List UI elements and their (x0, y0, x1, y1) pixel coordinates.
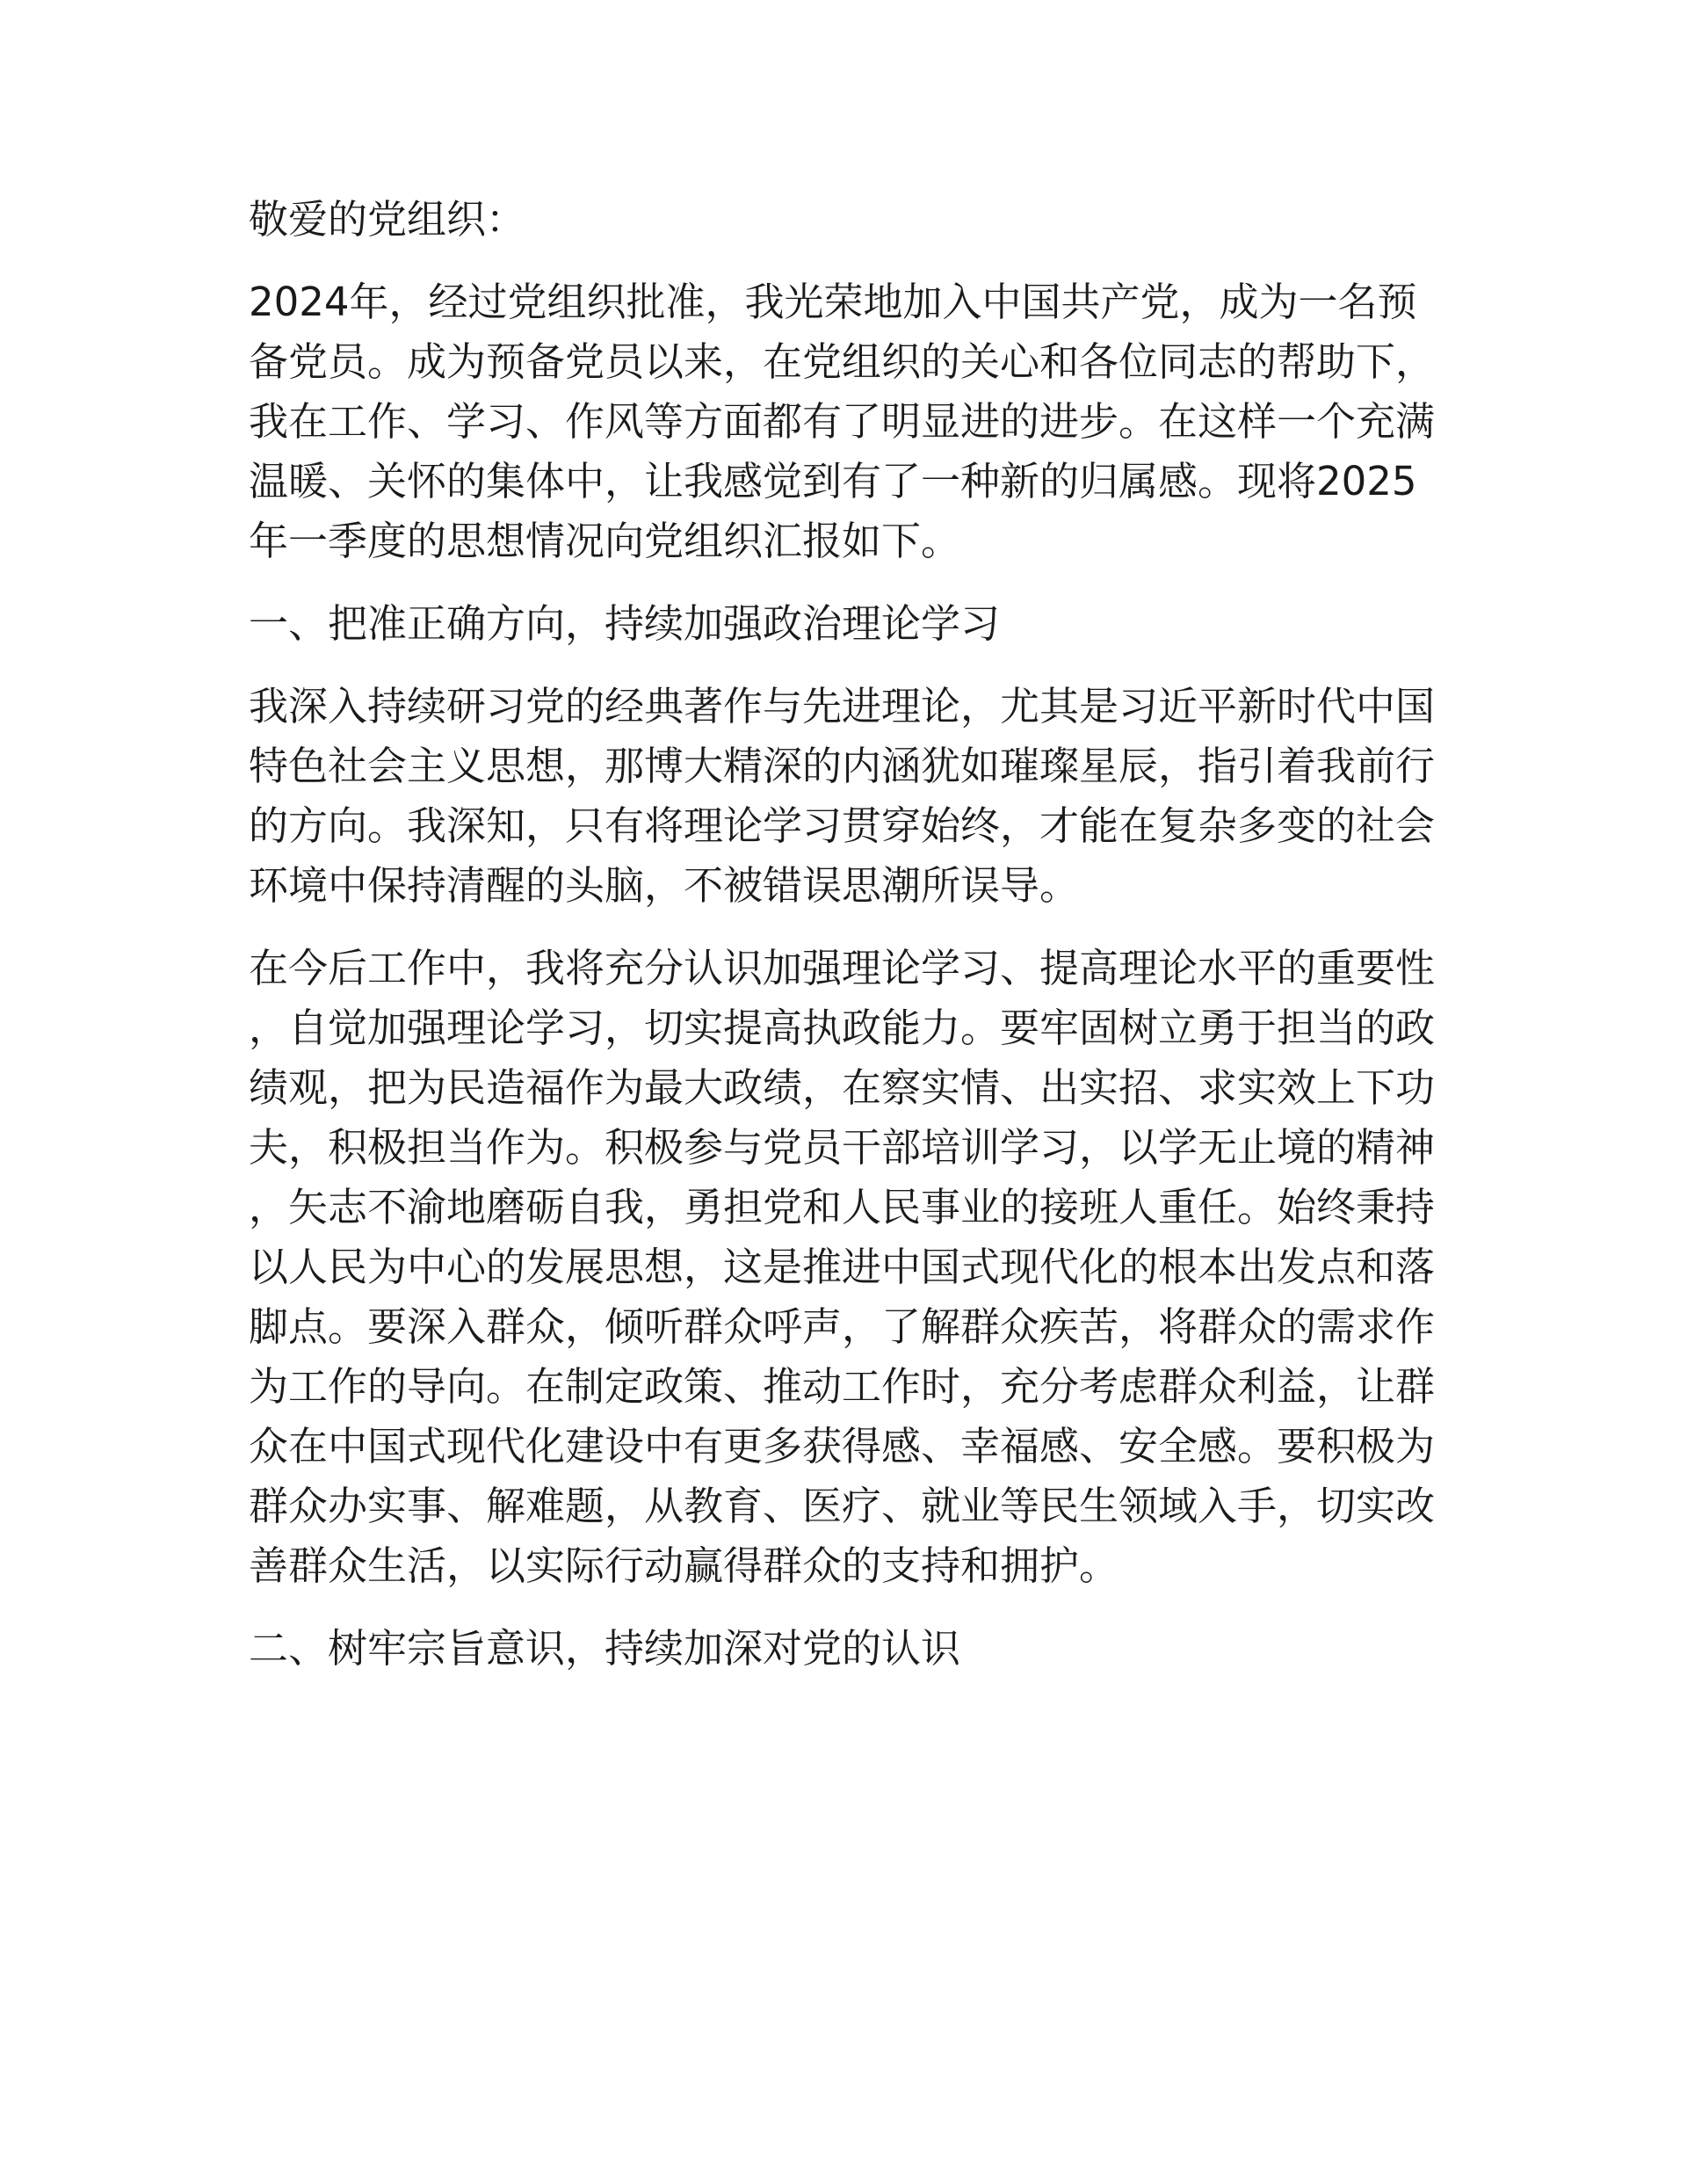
section-1-paragraph-2: 在今后工作中，我将充分认识加强理论学习、提高理论水平的重要性，自觉加强理论学习，切实提高执政能力。要牢固树立勇于担当的政绩观，把为民造福作为最大政绩，在察实情、出实招、求实效上下功夫，积极担当作为。积极参与党员干部培训学习，以学无止境的精神，矢志不渝地磨砺自我，勇担党和人民事业的接班人重任。始终秉持以人民为中心的发展思想，这是推进中国式现代化的根本出发点和落脚点。要深入群众，倾听群众呼声，了解群众疾苦，将群众的需求作为工作的导向。在制定政策、推动工作时，充分考虑群众利益，让群众在中国式现代化建设中有更多获得感、幸福感、安全感。要积极为群众办实事、解难题，从教育、医疗、就业等民生领域入手，切实改善群众生活，以实际行动赢得群众的支持和拥护。 (249, 945, 1436, 1589)
document-page (249, 190, 1437, 1701)
section-2-heading: 二、树牢宗旨意识，持续加深对党的认识 (249, 1625, 961, 1672)
section-1-paragraph-1: 我深入持续研习党的经典著作与先进理论，尤其是习近平新时代中国特色社会主义思想，那博大精深的内涵犹如璀璨星辰，指引着我前行的方向。我深知，只有将理论学习贯穿始终，才能在复杂多变的社会环境中保持清醒的头脑，不被错误思潮所误导。 (249, 683, 1436, 909)
intro-paragraph: 2024年，经过党组织批准，我光荣地加入中国共产党，成为一名预备党员。成为预备党员以来，在党组织的关心和各位同志的帮助下，我在工作、学习、作风等方面都有了明显进的进步。在这样一个充满温暖、关怀的集体中，让我感觉到有了一种新的归属感。现将2025年一季度的思想情况向党组织汇报如下。 (249, 279, 1436, 564)
section-1-heading: 一、把准正确方向，持续加强政治理论学习 (249, 600, 1001, 647)
salutation: 敬爱的党组织： (249, 196, 526, 243)
